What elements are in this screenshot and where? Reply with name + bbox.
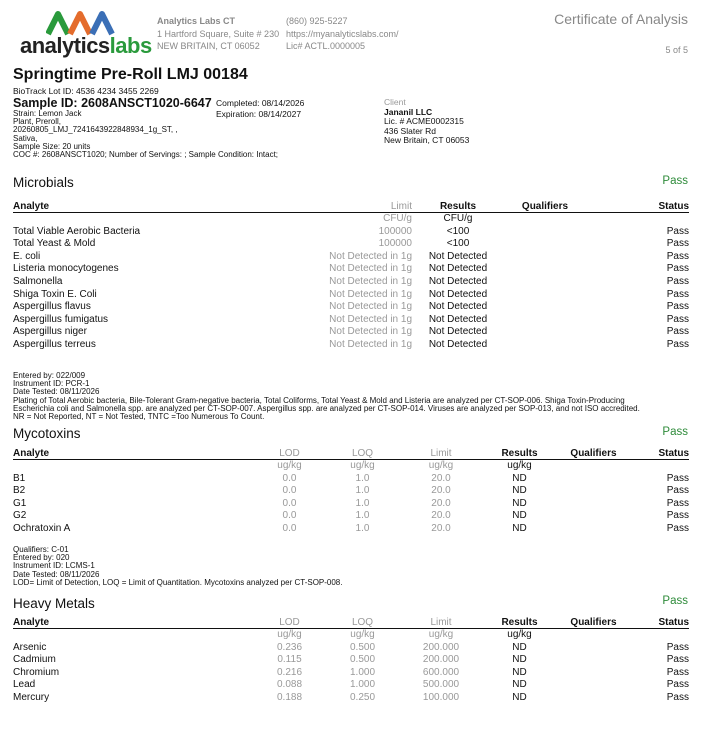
table-row	[13, 339, 689, 352]
sample-details	[13, 110, 278, 159]
limit-cell: 20.0	[431, 472, 451, 484]
analyte-cell: G2	[13, 510, 27, 522]
result-cell: ND	[512, 522, 527, 534]
result-cell: Not Detected	[428, 288, 488, 300]
qualifiers-cell	[504, 276, 586, 289]
limit-cell: 20.0	[431, 510, 451, 522]
sample-lot: 20260805_LMJ_7241643922848934_1g_ST, ,	[13, 125, 178, 135]
limit-cell: 200.000	[422, 641, 460, 653]
analyte-cell: Aspergillus terreus	[13, 338, 96, 350]
qualifiers-cell	[556, 654, 631, 667]
analyte-cell: Shiga Toxin E. Coli	[13, 288, 97, 300]
mycotoxins-notes	[13, 546, 693, 587]
status-cell: Pass	[666, 326, 689, 338]
limit-cell: 200.000	[422, 654, 460, 666]
status-cell: Pass	[666, 288, 689, 300]
document-title: Certificate of Analysis	[554, 11, 688, 27]
qualifiers-cell	[504, 263, 586, 276]
qualifiers-cell	[504, 301, 586, 314]
lod-cell: 0.115	[277, 654, 302, 666]
client-info	[384, 98, 469, 146]
analyte-cell: G1	[13, 497, 27, 509]
analyte-cell: Listeria monocytogenes	[13, 263, 119, 275]
expiration-date: Expiration: 08/14/2027	[216, 108, 302, 119]
table-row	[13, 314, 689, 327]
analyte-cell: Aspergillus niger	[13, 326, 87, 338]
lod-cell: 0.0	[282, 510, 297, 522]
limit-cell: 100000	[378, 238, 412, 250]
note-line: NR = Not Reported, NT = Not Tested, TNTC =Too Numerous To Count.	[13, 412, 265, 422]
limit-cell: Not Detected in 1g	[329, 263, 412, 275]
analyte-cell: Chromium	[13, 666, 60, 678]
limit-cell: 100000	[378, 225, 412, 237]
lod-cell: 0.088	[276, 679, 303, 691]
strain: Strain: Lemon Jack	[13, 109, 82, 118]
table-row	[13, 485, 689, 498]
mycotoxins-title: Mycotoxins	[13, 426, 81, 441]
unit-limit: ug/kg	[428, 460, 454, 471]
limit-cell: 20.0	[431, 522, 451, 534]
limit-cell: Not Detected in 1g	[329, 275, 412, 287]
col-lod: LOD	[253, 616, 326, 629]
result-cell: Not Detected	[428, 275, 488, 287]
lab-address-1: 1 Hartford Square, Suite # 230	[157, 28, 280, 39]
result-cell: ND	[512, 679, 527, 691]
unit-lod: ug/kg	[277, 629, 302, 640]
client-license: Lic. # ACME0002315	[384, 116, 464, 126]
mycotoxins-table	[13, 447, 689, 536]
limit-cell: Not Detected in 1g	[329, 250, 412, 262]
status-cell: Pass	[666, 679, 689, 691]
table-row	[13, 679, 689, 692]
unit-lod: ug/kg	[277, 460, 302, 471]
limit-cell: Not Detected in 1g	[329, 301, 412, 313]
col-limit: Limit	[273, 200, 412, 213]
result-cell: ND	[512, 485, 527, 497]
lab-name: Analytics Labs CT	[157, 16, 236, 26]
microbials-title: Microbials	[13, 175, 74, 190]
status-cell: Pass	[666, 691, 689, 703]
limit-cell: 600.000	[422, 666, 460, 678]
sample-id: Sample ID: 2608ANSCT1020-6647	[13, 96, 212, 110]
mycotoxins-status: Pass	[662, 426, 688, 438]
analyte-cell: Salmonella	[13, 275, 63, 287]
table-header-row	[13, 447, 689, 460]
result-cell: ND	[512, 472, 527, 484]
biotrack-lot: BioTrack Lot ID: 4536 4234 3455 2269	[13, 86, 159, 96]
note-line: Plating of Total Aerobic bacteria, Bile-Tolerant Gram-negative bacteria, Total Coliforms, Total Yeast & Mold and Listeria are analyzed per CT-SOP-006. Shiga Toxin-Producing	[13, 395, 625, 405]
microbials-notes	[13, 372, 693, 421]
table-row	[13, 238, 689, 251]
units-row	[13, 213, 689, 226]
units-row	[13, 629, 689, 642]
table-row	[13, 667, 689, 680]
lod-cell: 0.0	[282, 497, 297, 509]
qualifiers-cell	[556, 498, 631, 511]
lab-info	[157, 15, 279, 53]
table-row	[13, 289, 689, 302]
col-results: Results	[483, 447, 556, 460]
table-row	[13, 498, 689, 511]
analyte-cell: Mercury	[13, 691, 50, 703]
status-cell: Pass	[666, 263, 689, 275]
sample-size: Sample Size: 20 units	[13, 141, 91, 151]
col-loq: LOQ	[326, 616, 399, 629]
microbials-table	[13, 200, 689, 352]
result-cell: ND	[512, 497, 527, 509]
lod-cell: 0.216	[276, 666, 303, 678]
qualifiers-cell	[556, 485, 631, 498]
limit-cell: 20.0	[431, 497, 451, 509]
lab-website[interactable]: https://myanalyticslabs.com/	[286, 28, 399, 39]
heavy-metals-status: Pass	[662, 595, 688, 607]
qualifiers-cell	[504, 251, 586, 264]
loq-cell: 1.000	[349, 666, 376, 678]
sample-type: Plant, Preroll,	[13, 117, 62, 127]
result-cell: ND	[512, 691, 527, 703]
limit-cell: Not Detected in 1g	[329, 338, 412, 350]
status-cell: Pass	[666, 497, 689, 509]
note-line: Entered by: 022/009	[13, 371, 86, 380]
qualifiers-cell	[556, 679, 631, 692]
logo-part-1: analytics	[20, 33, 110, 58]
table-row	[13, 326, 689, 339]
heavy-metals-table	[13, 616, 689, 705]
analyte-cell: B1	[13, 472, 26, 484]
table-header-row	[13, 616, 689, 629]
qualifiers-cell	[504, 226, 586, 239]
result-cell: <100	[446, 238, 470, 250]
coc: COC #: 2608ANSCT1020; Number of Servings: ; Sample Condition: Intact;	[13, 150, 279, 160]
qualifiers-cell	[556, 692, 631, 705]
table-row	[13, 692, 689, 705]
analyte-cell: E. coli	[13, 250, 41, 262]
result-cell: Not Detected	[428, 313, 488, 325]
qualifiers-cell	[556, 523, 631, 536]
status-cell: Pass	[666, 313, 689, 325]
analyte-cell: Total Yeast & Mold	[13, 238, 96, 250]
table-row	[13, 523, 689, 536]
loq-cell: 0.500	[349, 641, 376, 653]
loq-cell: 0.250	[349, 691, 376, 703]
qualifiers-cell	[556, 510, 631, 523]
note-line: Escherichia coli and Salmonella spp. are analyzed per CT-SOP-007. Aspergillus spp. are analyzed per CT-SOP-014. Viruses are analyzed per SOP-013, and not ISO accredited.	[13, 403, 640, 413]
status-cell: Pass	[666, 250, 689, 262]
col-results: Results	[412, 200, 504, 213]
lod-cell: 0.188	[276, 691, 303, 703]
result-cell: ND	[512, 641, 527, 653]
qualifiers-cell	[556, 667, 631, 680]
heavy-metals-title: Heavy Metals	[13, 596, 95, 611]
table-row	[13, 654, 689, 667]
note-line: Date Tested: 08/11/2026	[13, 387, 100, 397]
loq-cell: 1.0	[355, 472, 370, 484]
analyte-cell: Ochratoxin A	[13, 522, 71, 534]
qualifiers-cell	[504, 238, 586, 251]
unit-loq: ug/kg	[350, 460, 375, 471]
lab-license: Lic# ACTL.0000005	[286, 41, 366, 51]
result-cell: <100	[446, 225, 470, 237]
logo-part-2: labs	[109, 33, 152, 58]
table-row	[13, 473, 689, 486]
status-cell: Pass	[666, 472, 689, 484]
result-cell: Not Detected	[428, 263, 488, 275]
unit-results: ug/kg	[507, 629, 532, 640]
page-number: 5 of 5	[665, 45, 688, 55]
col-status: Status	[631, 616, 689, 629]
status-cell: Pass	[666, 641, 689, 653]
client-address-2: New Britain, CT 06053	[384, 135, 470, 145]
col-results: Results	[483, 616, 556, 629]
col-qualifiers: Qualifiers	[556, 447, 631, 460]
table-row	[13, 263, 689, 276]
analyte-cell: Arsenic	[13, 641, 47, 653]
species: Sativa,	[13, 133, 38, 143]
loq-cell: 1.000	[349, 679, 376, 691]
qualifiers-cell	[504, 339, 586, 352]
analyte-cell: Cadmium	[13, 654, 56, 666]
result-cell: Not Detected	[428, 250, 488, 262]
loq-cell: 0.500	[349, 654, 376, 666]
limit-cell: Not Detected in 1g	[329, 326, 412, 338]
status-cell: Pass	[666, 485, 689, 497]
analyte-cell: B2	[13, 485, 26, 497]
limit-cell: 20.0	[431, 485, 451, 497]
table-row	[13, 226, 689, 239]
col-status: Status	[586, 200, 689, 213]
analyte-cell: Aspergillus fumigatus	[13, 313, 109, 325]
note-line: LOD= Limit of Detection, LOQ = Limit of Quantitation. Mycotoxins analyzed per CT-SOP-008.	[13, 577, 343, 587]
limit-cell: Not Detected in 1g	[329, 313, 412, 325]
qualifiers-cell	[504, 289, 586, 302]
col-loq: LOQ	[326, 447, 399, 460]
result-cell: ND	[512, 510, 527, 522]
microbials-status: Pass	[662, 175, 688, 187]
status-cell: Pass	[666, 666, 689, 678]
result-cell: ND	[512, 654, 527, 666]
lod-cell: 0.236	[276, 641, 303, 653]
note-line: Qualifiers: C-01	[13, 545, 69, 554]
col-analyte: Analyte	[13, 447, 253, 460]
result-cell: Not Detected	[428, 338, 488, 350]
lod-cell: 0.0	[282, 485, 297, 497]
status-cell: Pass	[666, 522, 689, 534]
col-analyte: Analyte	[13, 616, 253, 629]
loq-cell: 1.0	[355, 497, 370, 509]
table-row	[13, 510, 689, 523]
completed-date: Completed: 08/14/2026	[216, 98, 305, 108]
col-qualifiers: Qualifiers	[504, 200, 586, 213]
status-cell: Pass	[666, 510, 689, 522]
loq-cell: 1.0	[355, 522, 370, 534]
lab-address-2: NEW BRITAIN, CT 06052	[157, 41, 260, 51]
col-analyte: Analyte	[13, 200, 273, 213]
note-line: Date Tested: 08/11/2026	[13, 569, 100, 579]
table-row	[13, 642, 689, 655]
limit-cell: 100.000	[422, 691, 460, 703]
loq-cell: 1.0	[355, 510, 370, 522]
status-cell: Pass	[666, 301, 689, 313]
result-cell: Not Detected	[428, 301, 488, 313]
loq-cell: 1.0	[355, 485, 370, 497]
units-row	[13, 460, 689, 473]
col-status: Status	[631, 447, 689, 460]
col-limit: Limit	[399, 447, 483, 460]
lab-phone: (860) 925-5227	[286, 16, 348, 26]
unit-loq: ug/kg	[350, 629, 375, 640]
client-label: Client	[384, 97, 406, 107]
qualifiers-cell	[556, 642, 631, 655]
unit-limit: ug/kg	[428, 629, 454, 640]
qualifiers-cell	[504, 326, 586, 339]
table-row	[13, 251, 689, 264]
unit-results: CFU/g	[443, 213, 473, 224]
status-cell: Pass	[666, 238, 689, 250]
col-qualifiers: Qualifiers	[556, 616, 631, 629]
product-name: Springtime Pre-Roll LMJ 00184	[13, 66, 248, 83]
status-cell: Pass	[666, 654, 689, 666]
note-line: Instrument ID: LCMS-1	[13, 561, 95, 571]
unit-limit: CFU/g	[383, 213, 412, 224]
client-name: Jananil LLC	[384, 106, 433, 117]
result-cell: ND	[512, 666, 527, 678]
lod-cell: 0.0	[282, 472, 297, 484]
client-address-1: 436 Slater Rd	[384, 125, 436, 136]
limit-cell: 500.000	[422, 679, 460, 691]
table-row	[13, 301, 689, 314]
note-line: Instrument ID: PCR-1	[13, 379, 90, 389]
col-limit: Limit	[399, 616, 483, 629]
table-row	[13, 276, 689, 289]
status-cell: Pass	[666, 275, 689, 287]
col-lod: LOD	[253, 447, 326, 460]
result-cell: Not Detected	[428, 326, 488, 338]
note-line: Entered by: 020	[13, 553, 70, 563]
limit-cell: Not Detected in 1g	[329, 288, 412, 300]
table-header-row	[13, 200, 689, 213]
analyte-cell: Lead	[13, 679, 36, 691]
analyte-cell: Aspergillus flavus	[13, 301, 91, 313]
qualifiers-cell	[504, 314, 586, 327]
lab-contact	[286, 15, 399, 53]
status-cell: Pass	[666, 338, 689, 350]
status-cell: Pass	[666, 225, 689, 237]
lod-cell: 0.0	[282, 522, 297, 534]
logo-wordmark	[20, 33, 152, 59]
qualifiers-cell	[556, 473, 631, 486]
analyte-cell: Total Viable Aerobic Bacteria	[13, 225, 141, 237]
unit-results: ug/kg	[507, 460, 532, 471]
